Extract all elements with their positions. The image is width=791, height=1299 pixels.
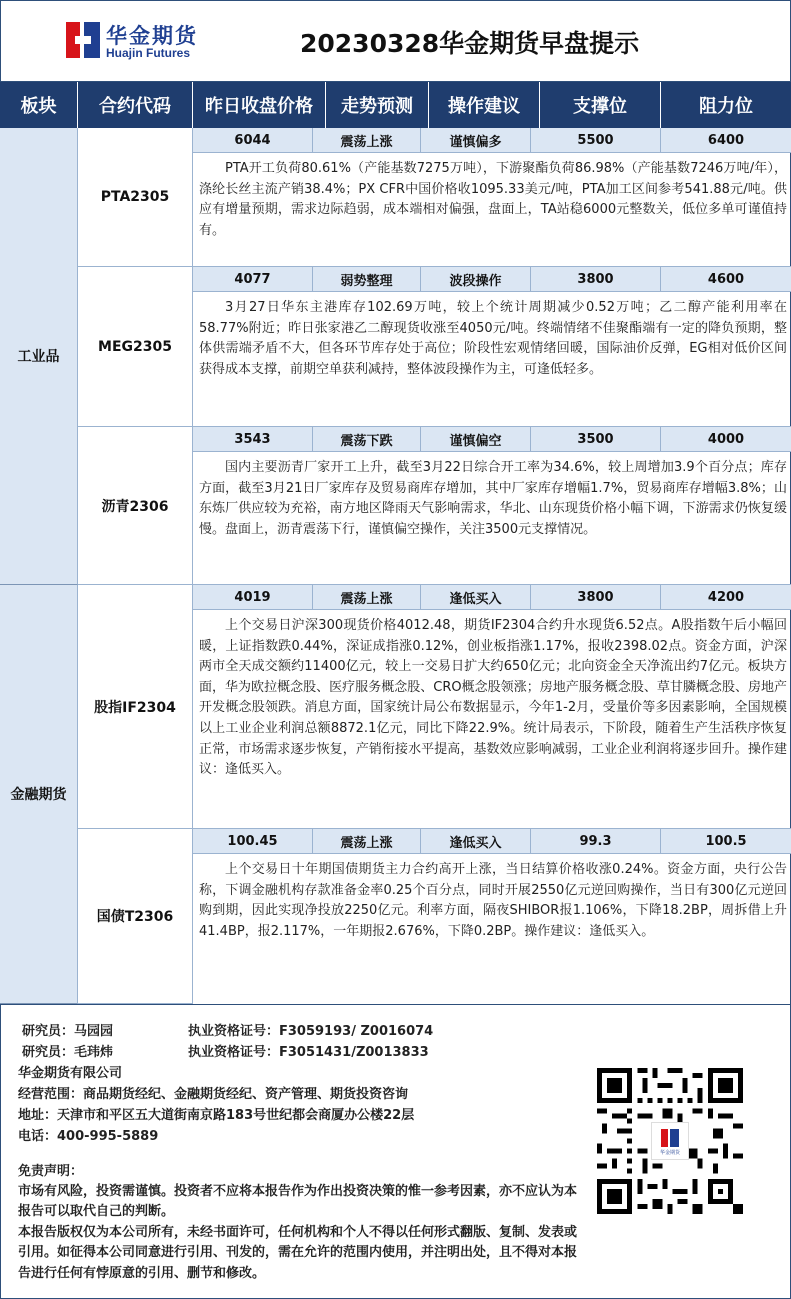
trend-forecast: 震荡上涨 <box>313 128 421 153</box>
report-footer <box>18 1021 578 1284</box>
sector-financial: 金融期货 <box>0 585 78 1004</box>
trend-forecast: 震荡上涨 <box>313 829 421 854</box>
operation-advice: 谨慎偏多 <box>421 128 531 153</box>
company-logo <box>66 20 216 64</box>
report-title: 20230328华金期货早盘提示 <box>300 29 640 58</box>
analyst-row <box>18 1021 578 1042</box>
operation-advice: 谨慎偏空 <box>421 427 531 452</box>
col-header-code: 合约代码 <box>78 82 193 128</box>
col-header-resistance: 阻力位 <box>661 82 791 128</box>
resistance-level: 4000 <box>707 432 745 447</box>
col-header-support: 支撑位 <box>540 82 661 128</box>
value-row <box>193 585 791 610</box>
logo-cn-text: 华金期货 <box>106 24 198 48</box>
value-row <box>193 267 791 292</box>
col-header-close: 昨日收盘价格 <box>193 82 326 128</box>
analyst-name: 研究员：毛玮炜 <box>22 1045 114 1060</box>
close-price: 100.45 <box>193 829 313 854</box>
resistance-level: 6400 <box>707 133 745 148</box>
contract-code: MEG2305 <box>78 267 193 427</box>
contract-commentary: 国内主要沥青厂家开工上升，截至3月22日综合开工率为34.6%，较上周增加3.9个百分点；库存方面，截至3月21日厂家库存及贸易商库存增加，其中厂家库存增幅1.7%，贸易商库存增幅3.8%；山东炼厂供应较为充裕，南方地区降雨天气影响需求，华北、山东现货价格小幅下调，下游需求仍恢复缓慢。盘面上，沥青震荡下行，谨慎偏空操作，关注3500元支撑情况。 <box>193 452 791 585</box>
value-row <box>193 829 791 854</box>
trend-forecast: 弱势整理 <box>313 267 421 292</box>
table-bottom-rule <box>0 1004 791 1005</box>
value-row <box>193 128 791 153</box>
qr-code-icon <box>597 1068 743 1214</box>
company-phone-text: 电话：400-995-5889 <box>18 1129 159 1144</box>
support-level: 3800 <box>531 585 661 610</box>
resistance-level: 4600 <box>707 272 745 287</box>
trend-forecast: 震荡下跌 <box>313 427 421 452</box>
company-phone <box>18 1126 578 1147</box>
operation-advice: 波段操作 <box>421 267 531 292</box>
contract-code: 沥青2306 <box>78 427 193 585</box>
business-scope-text: 经营范围：商品期货经纪、金融期货经纪、资产管理、期货投资咨询 <box>18 1087 409 1102</box>
contract-commentary: 上个交易日十年期国债期货主力合约高开上涨，当日结算价格收涨0.24%。资金方面，央行公告称，下调金融机构存款准备金率0.25个百分点，同时开展2550亿元逆回购操作，当日有300亿元逆回购到期，因此实现净投放2250亿元。利率方面，隔夜SHIBOR报1.106%，下降18.2BP，周拆借上升41.4BP，报2.117%，一年期报2.676%，下降0.2BP。操作建议：逢低买入。 <box>199 862 787 939</box>
company-address <box>18 1105 578 1126</box>
support-level: 99.3 <box>531 829 661 854</box>
disclaimer-title-text: 免责声明： <box>18 1164 84 1179</box>
company-name <box>18 1063 578 1084</box>
contract-commentary: PTA开工负荷80.61%（产能基数7275万吨），下游聚酯负荷86.98%（产能基数7246万吨/年），涤纶长丝主流产销38.4%；PX CFR中国价格收1095.33美元/吨，PTA加工区间参考541.88元/吨。供应有增量预期，需求边际趋弱，成本端相对偏强，盘面上，TA站稳6000元整数关，低位多单可谨值持有。 <box>193 153 791 267</box>
disclaimer-title <box>18 1161 578 1182</box>
col-header-advice: 操作建议 <box>429 82 540 128</box>
contract-code: 国债T2306 <box>78 829 193 1004</box>
qr-logo-text: 华金期货 <box>659 1150 680 1156</box>
analyst-cert: 执业资格证号：F3051431/Z0013833 <box>188 1045 429 1060</box>
operation-advice: 逢低买入 <box>421 585 531 610</box>
business-scope <box>18 1084 578 1105</box>
close-price: 6044 <box>193 128 313 153</box>
analyst-name: 研究员：马园园 <box>22 1024 114 1039</box>
company-name-text: 华金期货有限公司 <box>18 1066 123 1081</box>
close-price: 4019 <box>193 585 313 610</box>
operation-advice: 逢低买入 <box>421 829 531 854</box>
logo-en-text: Huajin Futures <box>106 46 191 60</box>
close-price: 4077 <box>193 267 313 292</box>
company-address-text: 地址：天津市和平区五大道街南京路183号世纪都会商厦办公楼22层 <box>18 1108 415 1123</box>
trend-forecast: 震荡上涨 <box>313 585 421 610</box>
resistance-level: 100.5 <box>705 834 747 849</box>
report-header <box>0 0 791 82</box>
support-level: 5500 <box>531 128 661 153</box>
col-header-trend: 走势预测 <box>326 82 429 128</box>
sector-industrial: 工业品 <box>0 128 78 585</box>
disclaimer-paragraph: 本报告版权仅为本公司所有，未经书面许可，任何机构和个人不得以任何形式翻版、复制、发表或引用。如征得本公司同意进行引用、刊发的，需在允许的范围内使用，并注明出处，且不得对本报告进行任何有悖原意的引用、删节和修改。 <box>18 1224 578 1281</box>
close-price: 3543 <box>193 427 313 452</box>
support-level: 3800 <box>531 267 661 292</box>
contract-commentary: 上个交易日沪深300现货价格4012.48，期货IF2304合约升水现货6.52点。A股指数午后小幅回暖，上证指数跌0.44%，深证成指涨0.12%，创业板指涨1.17%，报收2398.02点。资金方面，沪深两市全天成交额约11400亿元，较上一交易日扩大约650亿元；北向资金全天净流出约7亿元。板块方面，华为欧拉概念股、医疗服务概念股、CRO概念股领涨；房地产服务概念股、草甘膦概念股、房地产开发概念股领跌。消息方面，国家统计局公布数据显示，今年1-2月，受量价等多因素影响，全国规模以上工业企业利润总额8872.1亿元，同比下降22.9%。统计局表示，下阶段，随着生产生活秩序恢复正常，市场需求逐步恢复，产销衔接水平提高，基数效应影响减弱，工业企业利润将逐步回升。操作建议：逢低买入。 <box>193 610 791 829</box>
support-level: 3500 <box>531 427 661 452</box>
contract-code: 股指IF2304 <box>78 585 193 829</box>
disclaimer-paragraph: 市场有风险，投资需谨慎。投资者不应将本报告作为作出投资决策的惟一参考因素，亦不应认为本报告可以取代自己的判断。 <box>18 1184 578 1220</box>
analyst-row <box>18 1042 578 1063</box>
contract-commentary: 3月27日华东主港库存102.69万吨，较上个统计周期减少0.52万吨；乙二醇产能利用率在58.77%附近；昨日张家港乙二醇现货收涨至4050元/吨。终端情绪不佳聚酯端有一定的降负预期，整体供需端矛盾不大，但各环节库存处于高位；阶段性宏观情绪回暖，国际油价反弹，EG相对低价区间获得成本支撑，前期空单获利减持，整体波段操作为主，可逢低轻多。 <box>193 292 791 427</box>
value-row <box>193 427 791 452</box>
qr-center-logo-icon <box>651 1122 689 1160</box>
col-header-sector: 板块 <box>0 82 78 128</box>
contract-code: PTA2305 <box>78 128 193 267</box>
resistance-level: 4200 <box>707 590 745 605</box>
logo-mark-icon <box>66 22 100 58</box>
analyst-cert: 执业资格证号：F3059193/ Z0016074 <box>188 1024 434 1039</box>
